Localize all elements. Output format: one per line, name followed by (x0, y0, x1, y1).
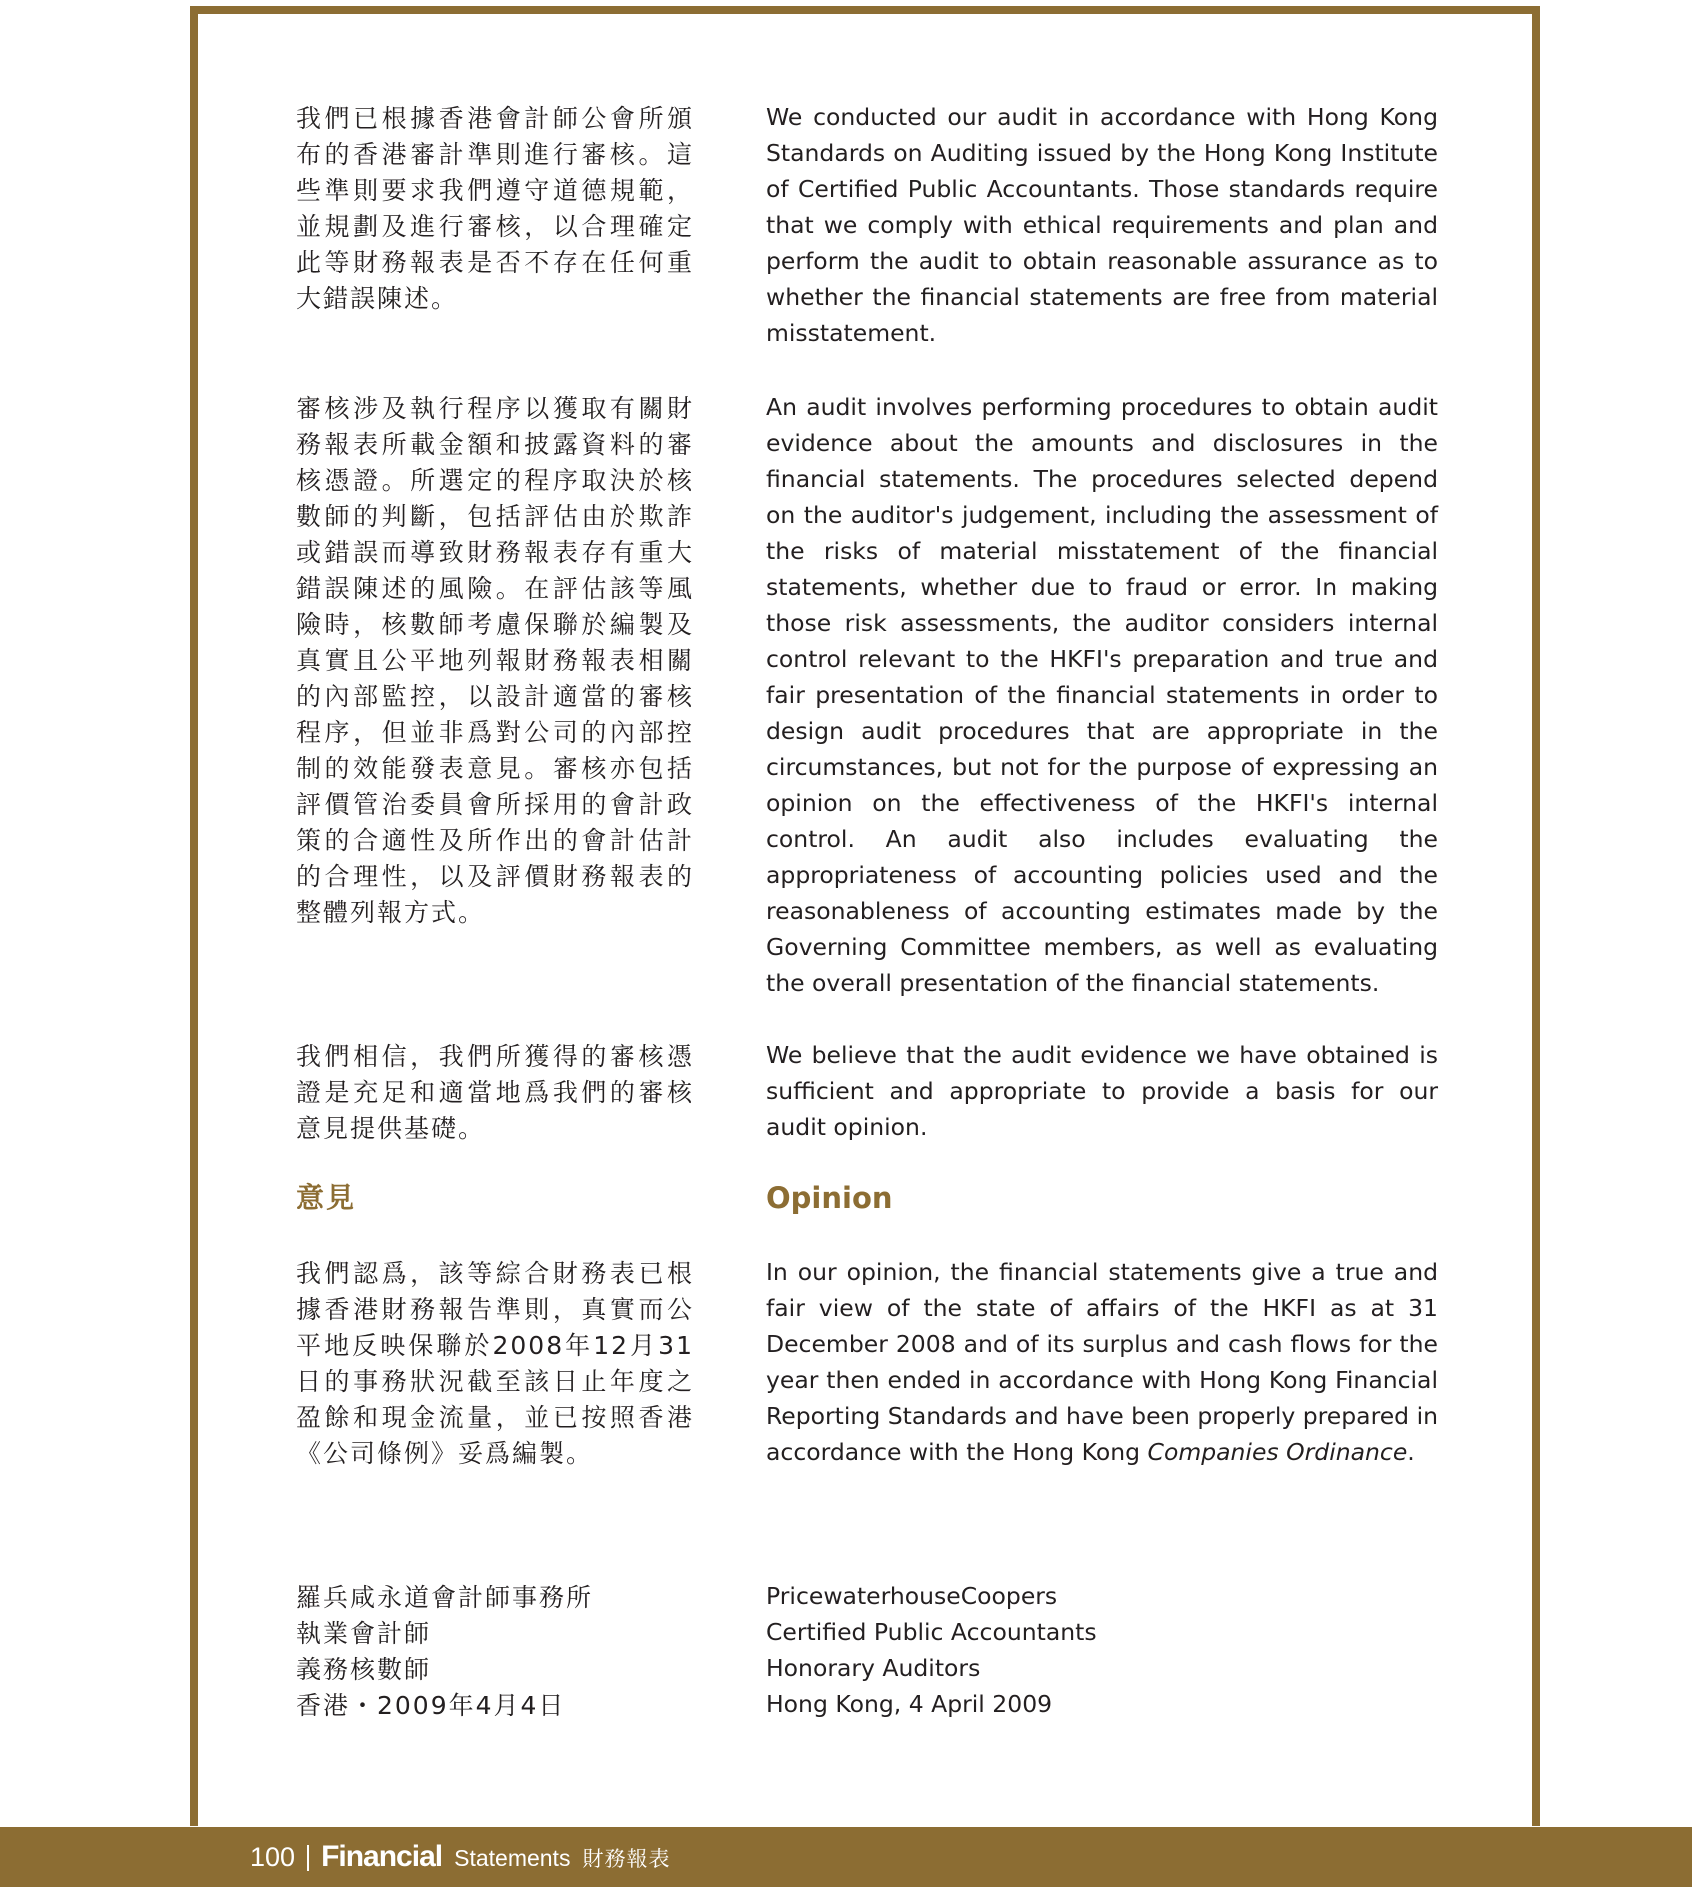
opinion-paragraph-en (766, 1254, 1438, 1470)
footer-divider (307, 1845, 309, 1871)
opinion-heading-zh: 意見 (296, 1181, 357, 1214)
section-title-regular: Statements (454, 1845, 571, 1871)
audit-evidence-paragraph-en: We believe that the audit evidence we have obtained is sufficient and appropriate to provide a basis for our audit opinion. (766, 1041, 1438, 1141)
footer-section-label (250, 1840, 670, 1876)
opinion-heading-en: Opinion (766, 1181, 893, 1215)
companies-ordinance-title: Companies Ordinance (1147, 1438, 1408, 1466)
section-title-zh: 財務報表 (582, 1847, 671, 1871)
opinion-text-end: . (1407, 1438, 1415, 1466)
opinion-paragraph-zh: 我們認爲，該等綜合財務表已根據香港財務報告準則，真實而公平地反映保聯於2008年12月31日的事務狀況截至該日止年度之盈餘和現金流量，並已按照香港《公司條例》妥爲編製。 (296, 1259, 694, 1468)
section-title-bold: Financial (321, 1840, 443, 1873)
audit-procedures-paragraph-zh: 審核涉及執行程序以獲取有關財務報表所載金額和披露資料的審核憑證。所選定的程序取決於核數師的判斷，包括評估由於欺詐或錯誤而導致財務報表存有重大錯誤陳述的風險。在評估該等風險時，核數師考慮保聯於編製及真實且公平地列報財務報表相關的內部監控，以設計適當的審核程序，但並非爲對公司的內部控制的效能發表意見。審核亦包括評價管治委員會所採用的會計政策的合適性及所作出的會計估計的合理性，以及評價財務報表的整體列報方式。 (296, 394, 694, 927)
auditor-signature-en: PricewaterhouseCoopers Certified Public Accountants Honorary Auditors Hong Kong, 4 April 2009 (766, 1582, 1097, 1718)
opinion-text-en: In our opinion, the financial statements give a true and fair view of the state of affairs of the HKFI as at 31 December 2008 and of its surplus and cash flows for the year then ended in accordance with Hong Kong Financial Reporting Standards and have been properly prepared in accordance with the Hong Kong (766, 1258, 1438, 1466)
auditor-signature-zh: 羅兵咸永道會計師事務所 執業會計師 義務核數師 香港・2009年4月4日 (296, 1583, 594, 1720)
audit-evidence-paragraph-zh: 我們相信，我們所獲得的審核憑證是充足和適當地爲我們的審核意見提供基礎。 (296, 1042, 694, 1143)
page-number: 100 (250, 1842, 296, 1872)
audit-scope-paragraph-zh: 我們已根據香港會計師公會所頒布的香港審計準則進行審核。這些準則要求我們遵守道德規範，並規劃及進行審核，以合理確定此等財務報表是否不存在任何重大錯誤陳述。 (296, 104, 694, 313)
audit-procedures-paragraph-en: An audit involves performing procedures to obtain audit evidence about the amounts and disclosures in the financial statements. The procedures selected depend on the auditor's judgement, including the assessment of the risks of material misstatement of the financial statements, whether due to fraud or error. In making those risk assessments, the auditor considers internal control relevant to the HKFI's preparation and true and fair presentation of the financial statements in order to design audit procedures that are appropriate in the circumstances, but not for the purpose of expressing an opinion on the effectiveness of the HKFI's internal control. An audit also includes evaluating the appropriateness of accounting policies used and the reasonableness of accounting estimates made by the Governing Committee members, as well as evaluating the overall presentation of the financial statements. (766, 393, 1438, 997)
audit-scope-paragraph-en: We conducted our audit in accordance with Hong Kong Standards on Auditing issued by the Hong Kong Institute of Certified Public Accountants. Those standards require that we comply with ethical requirements and plan and perform the audit to obtain reasonable assurance as to whether the financial statements are free from material misstatement. (766, 103, 1438, 347)
